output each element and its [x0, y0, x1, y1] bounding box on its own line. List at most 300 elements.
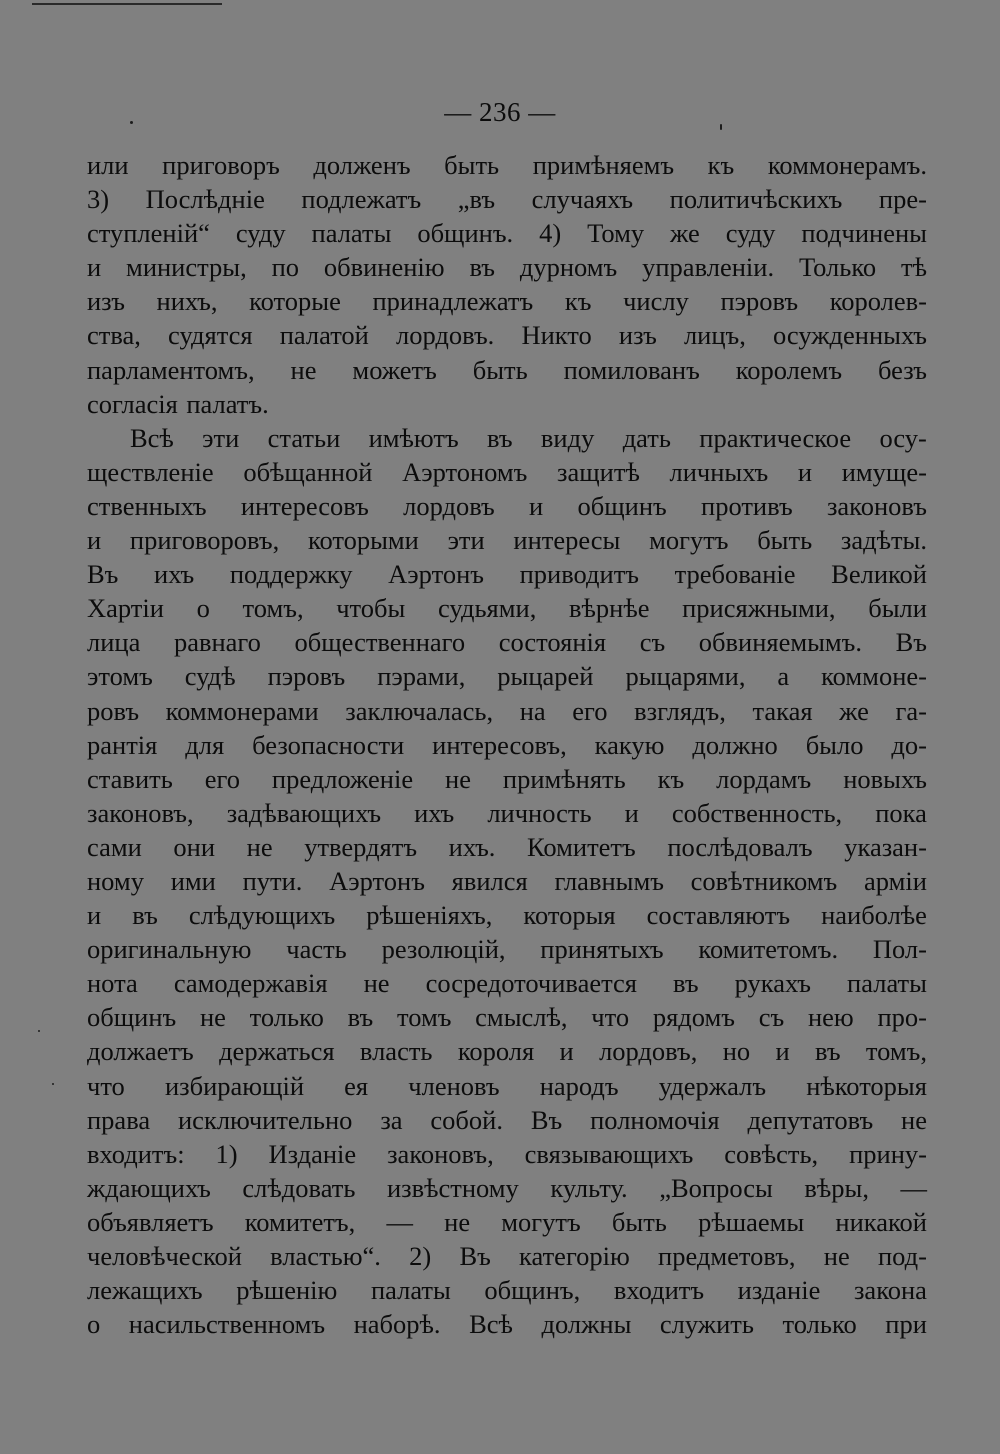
word: Пол-	[872, 934, 927, 965]
word: и	[87, 252, 102, 283]
word: суду	[235, 218, 286, 249]
word: личныхъ	[669, 456, 769, 487]
word: категорію	[519, 1241, 630, 1271]
text-line	[87, 625, 927, 659]
word: пэрами,	[377, 661, 466, 692]
text-line	[87, 898, 927, 932]
text-line	[87, 659, 927, 693]
word: тѣ	[900, 252, 927, 283]
word: дурномъ	[519, 252, 618, 283]
word: въ	[469, 252, 496, 283]
word: до-	[891, 729, 927, 760]
word: равнаго	[173, 627, 261, 658]
word: томъ,	[865, 1036, 927, 1067]
text-line	[87, 1137, 927, 1171]
word: указан-	[844, 831, 927, 862]
word: насильственномъ	[128, 1309, 326, 1340]
text-line	[87, 250, 927, 284]
word: взглядъ,	[634, 695, 726, 726]
speck	[38, 1030, 40, 1032]
word: —	[900, 1172, 927, 1203]
word: коммоне-	[821, 661, 927, 692]
word: не	[246, 831, 273, 862]
word: должно	[692, 729, 778, 760]
word: лицъ,	[683, 320, 746, 351]
word: ея	[344, 1070, 369, 1101]
word: же	[839, 695, 869, 726]
word: „Вопросы	[659, 1172, 773, 1203]
word: имуще-	[841, 456, 927, 487]
word: Комитетъ	[527, 831, 636, 862]
word: не	[445, 763, 471, 794]
word: такая	[752, 695, 813, 726]
word: практическое	[699, 422, 852, 453]
word: законовъ,	[387, 1138, 494, 1169]
word: этомъ	[87, 661, 153, 692]
text-line	[87, 1000, 927, 1034]
word: не	[444, 1206, 471, 1237]
word: которыя	[523, 900, 616, 931]
word: и	[797, 456, 813, 487]
text-line	[87, 762, 927, 796]
word: какую	[594, 729, 665, 760]
word: при	[885, 1309, 927, 1340]
word: судятся	[168, 320, 253, 351]
word: изъ	[618, 320, 657, 351]
word: пэровъ	[267, 661, 346, 692]
word: быть	[444, 150, 500, 180]
word: заключалась,	[345, 695, 494, 726]
word: его	[572, 695, 608, 726]
word: культу.	[550, 1172, 628, 1203]
word: ждающихъ	[87, 1172, 211, 1203]
word: можетъ	[352, 354, 437, 385]
word: министры,	[126, 252, 247, 283]
word: а	[777, 661, 790, 692]
word: Аэртонъ	[388, 559, 484, 590]
word: но	[722, 1036, 751, 1067]
word: общинъ,	[484, 1275, 581, 1306]
word: принятыхъ	[540, 934, 664, 965]
word: Послѣдніе	[145, 184, 265, 215]
word: рѣшенію	[236, 1275, 338, 1306]
word: осужденныхъ	[773, 320, 927, 351]
word: нѣкоторыя	[806, 1070, 927, 1101]
word: по	[271, 252, 300, 283]
word: смыслѣ,	[475, 1002, 568, 1033]
word: согласія	[87, 388, 178, 419]
word: которые	[249, 286, 341, 317]
word: Тому	[587, 218, 645, 249]
word: удержалъ	[658, 1070, 767, 1101]
text-line	[87, 182, 927, 216]
word: нота	[87, 968, 138, 999]
word: ими	[170, 865, 216, 896]
text-line	[87, 796, 927, 830]
word: вѣры,	[804, 1172, 869, 1203]
text-line	[87, 523, 927, 557]
word: общинъ	[87, 1002, 177, 1033]
word: собственность,	[671, 797, 843, 828]
word: поддержку	[229, 559, 353, 590]
word: требованіе	[674, 559, 796, 590]
text-line	[87, 148, 927, 182]
word: за	[380, 1104, 403, 1135]
text-line	[87, 1205, 927, 1239]
word: безопасности	[252, 729, 405, 760]
word: исключительно	[178, 1104, 353, 1135]
word: судѣ	[184, 661, 236, 692]
word: интересовъ	[240, 490, 369, 521]
word: присяжными,	[682, 593, 836, 624]
word: пути.	[242, 865, 303, 896]
word: на	[519, 695, 546, 726]
word: власть	[359, 1036, 433, 1067]
word: рукахъ	[734, 968, 811, 999]
word: извѣстному	[386, 1172, 519, 1203]
word: избирающій	[164, 1070, 305, 1101]
text-line	[87, 932, 927, 966]
word: лордовъ.	[396, 320, 495, 351]
word: ступленій“	[87, 218, 210, 249]
word: только	[249, 1002, 324, 1033]
word: о	[196, 593, 210, 624]
word: служить	[659, 1309, 754, 1340]
word: обвиняемымъ.	[698, 627, 862, 658]
word: приговоръ	[162, 150, 280, 180]
word: ровъ	[87, 695, 140, 726]
text-line	[87, 1273, 927, 1307]
word: рядомъ	[652, 1002, 735, 1033]
word: утвердятъ	[304, 831, 418, 862]
word: изданіе	[737, 1275, 821, 1306]
word: обѣщанной	[243, 456, 373, 487]
word: полномочія	[590, 1104, 720, 1135]
word: подчинены	[801, 218, 927, 249]
text-line	[87, 489, 927, 523]
word: палаты	[370, 1275, 451, 1306]
word: виду	[540, 422, 595, 453]
word: задѣты.	[840, 525, 927, 556]
word: принадлежатъ	[372, 286, 534, 317]
word: осу-	[879, 422, 927, 453]
word: въ	[673, 968, 699, 999]
word: народъ	[539, 1070, 619, 1101]
word: про-	[877, 1002, 927, 1033]
speck	[130, 121, 133, 124]
word: законовъ	[826, 490, 927, 521]
text-line	[87, 216, 927, 250]
text-line	[87, 694, 927, 728]
speck	[720, 124, 722, 130]
word: и	[559, 1036, 574, 1067]
word: личность	[487, 797, 592, 828]
text-line	[87, 728, 927, 762]
word: примѣнять	[502, 763, 626, 794]
word: 2)	[409, 1241, 432, 1271]
text-line	[87, 966, 927, 1000]
word: въ	[487, 422, 513, 453]
word: противъ	[701, 490, 793, 521]
word: лежащихъ	[87, 1275, 203, 1306]
text-line	[87, 455, 927, 489]
word: коммонерамъ.	[767, 150, 927, 180]
word: общинъ	[577, 490, 667, 521]
word: ственныхъ	[87, 490, 207, 521]
word: совѣсть,	[724, 1138, 819, 1169]
word: Въ	[530, 1104, 563, 1135]
word: рыцарей	[497, 661, 594, 692]
text-line	[87, 284, 927, 318]
word: же	[670, 218, 700, 249]
word: Изданіе	[268, 1138, 357, 1169]
word: главнымъ	[554, 865, 664, 896]
word: судьями,	[438, 593, 537, 624]
text-line	[87, 1069, 927, 1103]
word: ихъ	[154, 559, 195, 590]
word: наиболѣе	[821, 900, 927, 931]
word: имѣютъ	[368, 422, 459, 453]
word: палаты	[847, 968, 927, 999]
word: пэровъ	[720, 286, 799, 317]
word: быть	[611, 1206, 667, 1237]
word: Всѣ	[130, 422, 174, 453]
word: для	[185, 729, 225, 760]
word: послѣдовалъ	[667, 831, 813, 862]
word: Аэртонъ	[329, 865, 425, 896]
word: парламентомъ,	[87, 354, 255, 385]
word: быть	[472, 354, 528, 385]
word: самодержавія	[173, 968, 328, 999]
text-line	[87, 421, 927, 455]
word: 3)	[87, 184, 110, 215]
word: 1)	[215, 1138, 238, 1169]
word: Никто	[521, 320, 592, 351]
word: задѣвающихъ	[226, 797, 382, 828]
word: ставить	[87, 763, 173, 794]
word: Великой	[831, 559, 927, 590]
word: интересовъ,	[432, 729, 567, 760]
word: Въ	[87, 559, 119, 590]
word: рѣшеніяхъ,	[366, 900, 493, 931]
word: безъ	[878, 354, 927, 385]
word: комитетъ,	[244, 1206, 356, 1237]
word: —	[386, 1206, 413, 1237]
word: человѣческой	[87, 1241, 242, 1271]
word: предложеніе	[271, 763, 414, 794]
word: коммонерами	[165, 695, 319, 726]
word: палатъ.	[186, 388, 269, 419]
word: рантія	[87, 729, 158, 760]
word: пре-	[878, 184, 927, 215]
word: „въ	[457, 184, 496, 215]
word: закона	[853, 1275, 927, 1306]
text-line	[87, 1307, 927, 1341]
word: которыми	[307, 525, 419, 556]
word: къ	[564, 286, 592, 317]
word: предметовъ,	[658, 1241, 796, 1271]
word: приговоровъ,	[129, 525, 280, 556]
word: къ	[707, 150, 735, 180]
word: королемъ	[735, 354, 843, 385]
word: общественнаго	[294, 627, 466, 658]
word: ихъ.	[448, 831, 496, 862]
word: приводитъ	[519, 559, 639, 590]
word: нихъ,	[156, 286, 218, 317]
text-line	[87, 318, 927, 352]
word: и	[529, 490, 544, 521]
word: рыцарями,	[625, 661, 746, 692]
word: его	[204, 763, 240, 794]
text-line	[87, 830, 927, 864]
word: не	[199, 1002, 226, 1033]
word: съ	[758, 1002, 785, 1033]
text-line	[87, 591, 927, 625]
word: эти	[202, 422, 240, 453]
word: ихъ	[414, 797, 455, 828]
word: общинъ.	[417, 218, 514, 249]
word: сосредоточивается	[425, 968, 637, 999]
word: Всѣ	[469, 1309, 513, 1340]
text-line	[87, 1034, 927, 1068]
word: къ	[657, 763, 685, 794]
word: или	[87, 150, 129, 180]
word: и	[87, 525, 102, 556]
word: было	[805, 729, 864, 760]
word: держаться	[219, 1036, 335, 1067]
page-number: — 236 —	[444, 97, 556, 127]
word: лордовъ	[403, 490, 495, 521]
text-body	[87, 148, 927, 1341]
text-line	[87, 1103, 927, 1137]
word: слѣдующихъ	[188, 900, 336, 931]
word: они	[173, 831, 216, 862]
word: обвиненію	[323, 252, 445, 283]
word: не	[823, 1241, 850, 1271]
word: о	[87, 1309, 101, 1340]
word: совѣтникомъ	[690, 865, 838, 896]
word: властью“.	[270, 1241, 381, 1271]
word: Аэртономъ	[402, 456, 528, 487]
word: входитъ:	[87, 1138, 185, 1169]
word: депутатовъ	[747, 1104, 874, 1135]
word: подлежатъ	[301, 184, 422, 215]
text-line	[87, 353, 927, 387]
word: оригинальную	[87, 934, 252, 965]
word: комитетомъ.	[698, 934, 839, 965]
speck	[52, 1083, 54, 1085]
word: составляютъ	[646, 900, 791, 931]
word: статьи	[267, 422, 341, 453]
word: права	[87, 1104, 151, 1135]
text-line	[87, 864, 927, 898]
text-line	[87, 557, 927, 591]
word: должны	[541, 1309, 632, 1340]
word: сами	[87, 831, 142, 862]
word: числу	[623, 286, 689, 317]
word: что	[591, 1002, 630, 1033]
word: случаяхъ	[531, 184, 634, 215]
word: и	[87, 900, 102, 931]
word: никакой	[835, 1206, 927, 1237]
word: Только	[798, 252, 877, 283]
word: и	[624, 797, 639, 828]
word: въ	[132, 900, 158, 931]
word: ществленіе	[87, 456, 214, 487]
word: Въ	[895, 627, 927, 658]
word: суду	[725, 218, 776, 249]
word: арміи	[864, 865, 927, 896]
word: томъ,	[242, 593, 304, 624]
word: чтобы	[336, 593, 406, 624]
word: новыхъ	[843, 763, 927, 794]
word: явился	[451, 865, 528, 896]
word: собой.	[430, 1104, 503, 1135]
word: слѣдовать	[242, 1172, 356, 1203]
word: томъ	[396, 1002, 452, 1033]
word: законовъ,	[87, 797, 194, 828]
word: лица	[87, 627, 141, 658]
word: интересы	[513, 525, 621, 556]
word: входитъ	[613, 1275, 705, 1306]
word: палатой	[279, 320, 369, 351]
word: примѣняемъ	[532, 150, 675, 180]
word: долженъ	[313, 150, 411, 180]
word: не	[901, 1104, 927, 1135]
word: рѣшаемы	[698, 1206, 805, 1237]
word: управленіи.	[642, 252, 775, 283]
word: могутъ	[501, 1206, 581, 1237]
word: нею	[807, 1002, 854, 1033]
word: связывающихъ	[524, 1138, 694, 1169]
word: объявляетъ	[87, 1206, 214, 1237]
word: съ	[639, 627, 666, 658]
word: въ	[815, 1036, 841, 1067]
word: короля	[457, 1036, 535, 1067]
text-line	[87, 1239, 927, 1273]
word: ному	[87, 865, 144, 896]
word: помилованъ	[563, 354, 700, 385]
word: палаты	[311, 218, 392, 249]
word: наборѣ.	[353, 1309, 441, 1340]
word: членовъ	[408, 1070, 500, 1101]
word: состоянія	[498, 627, 607, 658]
word: защитѣ	[557, 456, 640, 487]
word: быть	[757, 525, 813, 556]
word: только	[782, 1309, 857, 1340]
word: изъ	[87, 286, 125, 317]
word: Хартіи	[87, 593, 164, 624]
word: и	[775, 1036, 790, 1067]
word: га-	[895, 695, 927, 726]
word: пока	[875, 797, 927, 828]
word: въ	[347, 1002, 374, 1033]
word: лордовъ,	[599, 1036, 698, 1067]
word: эти	[447, 525, 485, 556]
text-line	[87, 1171, 927, 1205]
word: вѣрнѣе	[568, 593, 650, 624]
word: что	[87, 1070, 125, 1101]
word: прину-	[849, 1138, 927, 1169]
word: могутъ	[649, 525, 729, 556]
word: дать	[622, 422, 671, 453]
word: под-	[877, 1241, 927, 1271]
word: королев-	[829, 286, 927, 317]
word: должаетъ	[87, 1036, 194, 1067]
word: Въ	[459, 1241, 491, 1271]
word: резолюцій,	[381, 934, 506, 965]
word: 4)	[539, 218, 562, 249]
